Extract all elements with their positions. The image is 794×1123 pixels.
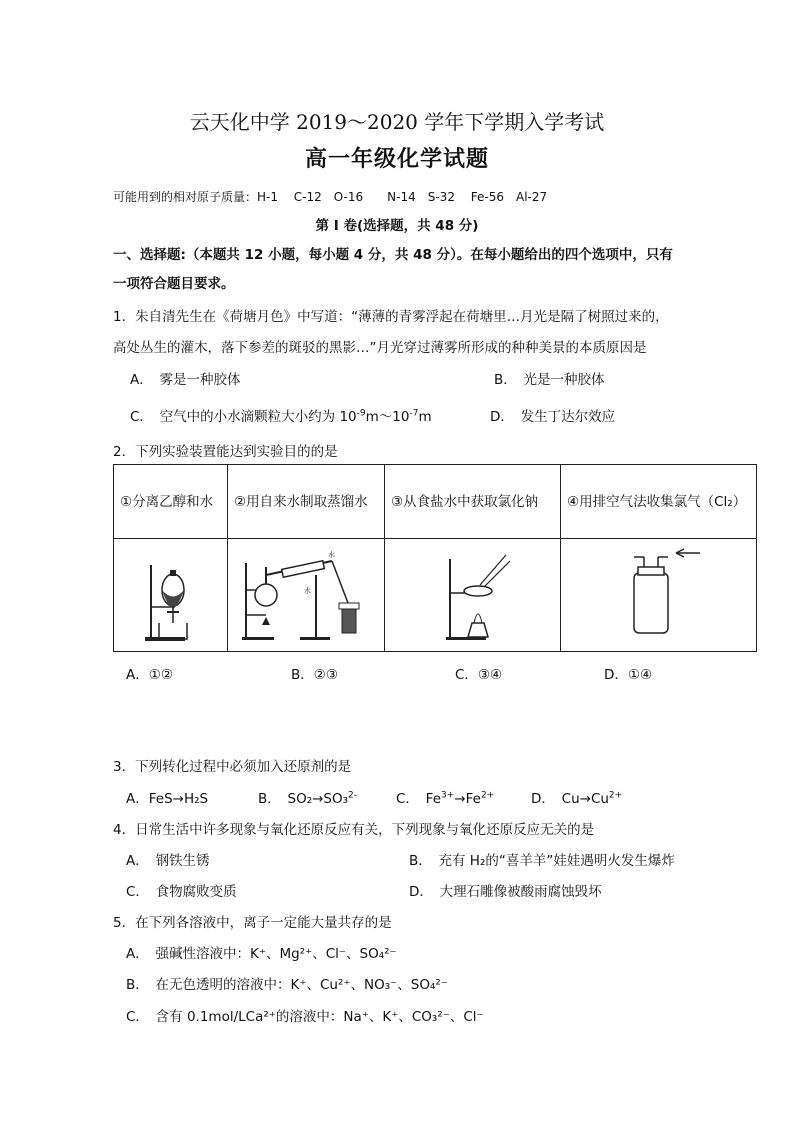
separatory-funnel-diagram <box>131 545 211 645</box>
apparatus-label-1: ①分离乙醇和水 <box>114 465 228 539</box>
exam-subject-title: 高一年级化学试题 <box>304 146 489 172</box>
q3-option-d-charge: 2+ <box>608 790 623 801</box>
water-inlet-label: 水 <box>304 587 311 596</box>
apparatus-label-3: ③从食盐水中获取氯化钠 <box>385 465 561 539</box>
q5-option-c: C． 含有 0.1mol/LCa²⁺的溶液中：Na⁺、K⁺、CO₃²⁻、Cl⁻ <box>126 1009 484 1025</box>
gas-collection-diagram <box>604 545 714 645</box>
atomic-masses-note: 可能用到的相对原子质量：H-1 C-12 O-16 N-14 S-32 Fe-56 Al-27 <box>113 190 548 204</box>
evaporation-cell <box>385 539 561 652</box>
q1-option-c-exp2: -7 <box>409 408 419 419</box>
q3-option-c-text: C． Fe <box>396 791 442 807</box>
distillation-diagram <box>236 545 376 645</box>
q2-option-a: A．①② <box>126 667 173 683</box>
q3-option-c <box>396 787 494 807</box>
q4-option-d: D． 大理石雕像被酸雨腐蚀毁坏 <box>409 884 602 900</box>
q1-option-c-unit: m <box>418 409 432 425</box>
q3-option-b-charge: 2- <box>348 790 358 801</box>
q4-option-c: C． 食物腐败变质 <box>126 884 237 900</box>
q1-option-c-mid: m～10 <box>365 409 410 425</box>
q1-option-b: B． 光是一种胶体 <box>494 372 605 388</box>
q3-option-c-charge1: 3+ <box>441 790 455 801</box>
q1-option-c-exp1: -9 <box>356 408 366 419</box>
q4-option-a: A． 钢铁生锈 <box>126 853 210 869</box>
q5-stem: 5．在下列各溶液中，离子一定能大量共存的是 <box>113 915 392 931</box>
q3-option-d <box>531 787 622 807</box>
q2-option-b: B．②③ <box>291 667 338 683</box>
section-heading-line1: 一、选择题:（本题共 12 小题，每小题 4 分，共 48 分）。在每小题给出的四个选项中，只有 <box>113 247 673 263</box>
q2-option-c: C．③④ <box>455 667 503 683</box>
separatory-funnel-cell <box>114 539 228 652</box>
q4-option-b: B． 充有 H₂的“喜羊羊”娃娃遇明火发生爆炸 <box>409 853 675 869</box>
distillation-cell <box>228 539 385 652</box>
q5-option-a: A． 强碱性溶液中：K⁺、Mg²⁺、Cl⁻、SO₄²⁻ <box>126 946 397 962</box>
q2-option-d: D．①④ <box>604 667 653 683</box>
q3-option-d-text: D． Cu→Cu <box>531 791 609 807</box>
q1-option-a: A． 雾是一种胶体 <box>130 372 241 388</box>
q3-option-a: A．FeS→H₂S <box>126 791 209 807</box>
exam-school-title: 云天化中学 2019～2020 学年下学期入学考试 <box>189 110 605 134</box>
q1-option-c-text: C． 空气中的小水滴颗粒大小约为 10 <box>130 409 357 425</box>
q3-option-c-arrow: →Fe <box>454 791 481 807</box>
apparatus-table <box>113 464 757 652</box>
q1-stem-line1: 1．朱自清先生在《荷塘月色》中写道：“薄薄的青雾浮起在荷塘里…月光是隔了树照过来的， <box>113 309 669 325</box>
q3-stem: 3．下列转化过程中必须加入还原剂的是 <box>113 759 352 775</box>
gas-collection-cell <box>561 539 757 652</box>
apparatus-label-4: ④用排空气法收集氯气（Cl₂） <box>561 465 757 539</box>
q3-option-b <box>258 787 357 807</box>
q4-stem: 4．日常生活中许多现象与氧化还原反应有关，下列现象与氧化还原反应无关的是 <box>113 822 595 838</box>
q5-option-b: B． 在无色透明的溶液中：K⁺、Cu²⁺、NO₃⁻、SO₄²⁻ <box>126 977 448 993</box>
q3-option-c-charge2: 2+ <box>480 790 495 801</box>
volume-heading: 第 I 卷(选择题，共 48 分) <box>315 218 479 234</box>
q1-option-d: D． 发生丁达尔效应 <box>490 409 616 425</box>
water-outlet-label: 水 <box>328 551 335 560</box>
evaporation-diagram <box>428 545 518 645</box>
section-heading-line2: 一项符合题目要求。 <box>113 276 235 292</box>
q1-stem-line2: 高处丛生的灌木，落下参差的斑驳的黑影…”月光穿过薄雾所形成的种种美景的本质原因是 <box>113 340 647 356</box>
q3-option-b-text: B． SO₂→SO₃ <box>258 791 349 807</box>
apparatus-label-2: ②用自来水制取蒸馏水 <box>228 465 385 539</box>
q2-stem: 2．下列实验装置能达到实验目的的是 <box>113 444 338 460</box>
q1-option-c <box>130 405 432 425</box>
